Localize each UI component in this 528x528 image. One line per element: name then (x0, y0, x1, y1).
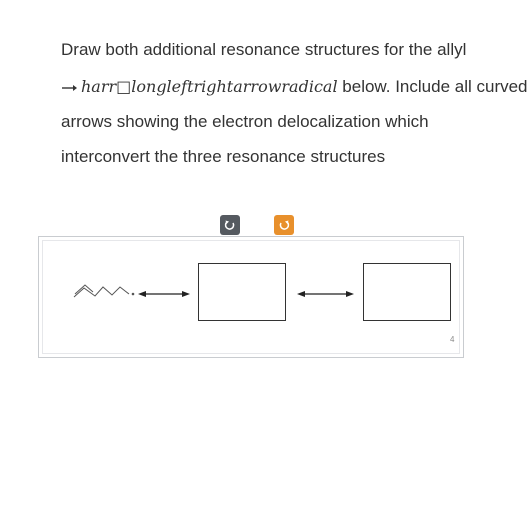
answer-box-2[interactable] (363, 263, 451, 321)
double-headed-arrow-icon (138, 291, 190, 297)
question-line-2-text: below. Include all curved (337, 77, 528, 96)
question-line-3: arrows showing the electron delocalization which (61, 112, 429, 131)
question-italic-text: harr□longleftrightarrowradical (81, 77, 338, 96)
allyl-radical-structure-icon (74, 285, 134, 297)
question-line-1: Draw both additional resonance structures for the allyl (61, 40, 467, 59)
page-number: 4 (450, 335, 455, 344)
double-headed-arrow-icon (297, 291, 354, 297)
answer-box-1[interactable] (198, 263, 286, 321)
question-line-4: interconvert the three resonance structures (61, 147, 386, 166)
